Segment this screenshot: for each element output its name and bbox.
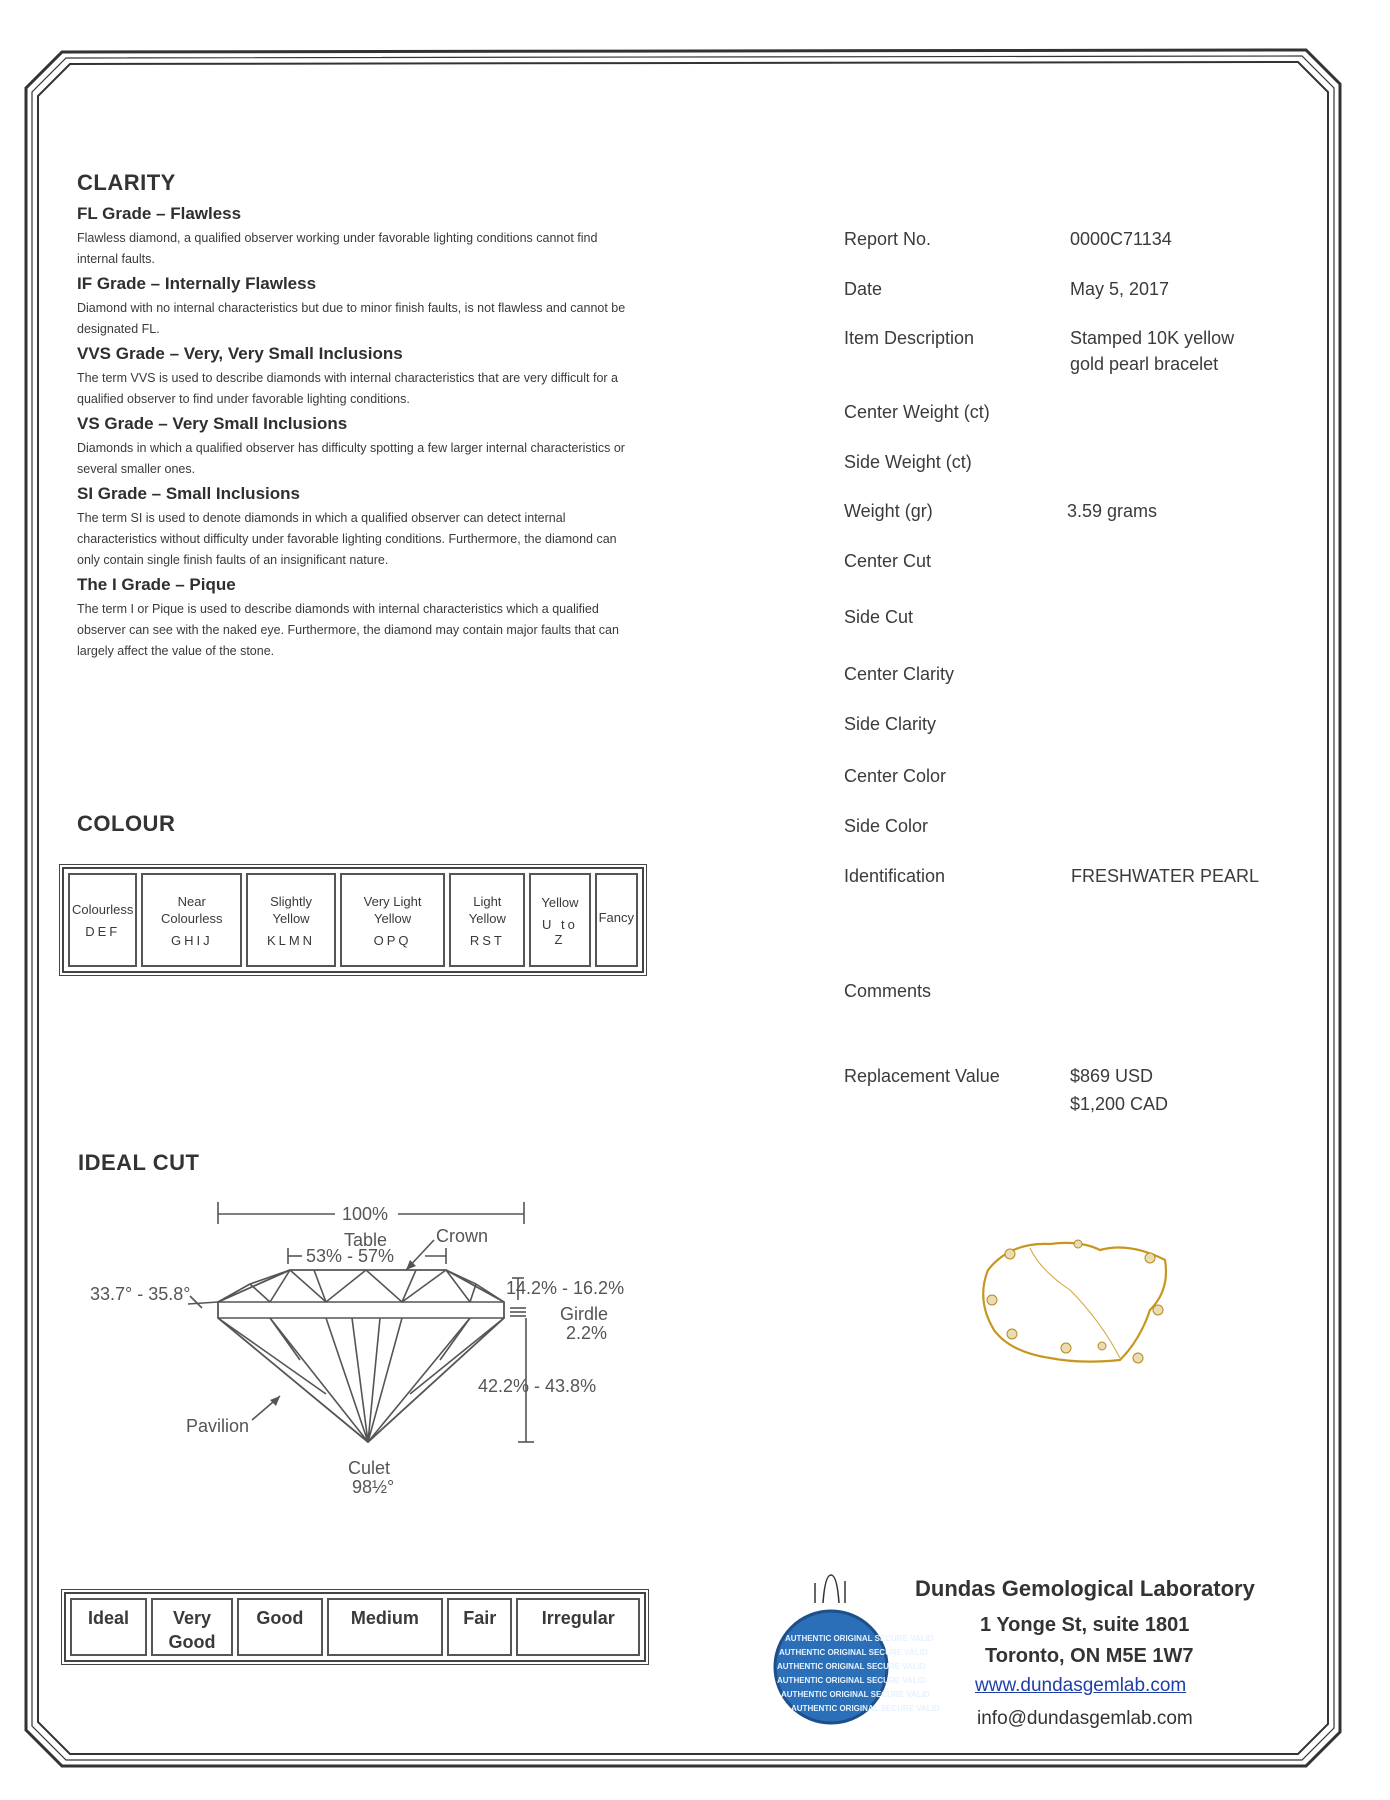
cut-grade-cell: Fair	[447, 1598, 512, 1656]
clarity-grade-vs	[77, 414, 637, 480]
colour-cell-name: Yellow	[541, 894, 579, 910]
cut-grade-cell: Very Good	[151, 1598, 233, 1656]
field-value-replacement-cad: $1,200 CAD	[1070, 1094, 1169, 1114]
colour-cell	[68, 873, 137, 967]
field-label-side-weight: Side Weight (ct)	[844, 452, 972, 472]
cut-grade-cell: Ideal	[70, 1598, 147, 1656]
pavilion-arrow-icon	[270, 1396, 280, 1406]
clarity-grade-si	[77, 484, 637, 571]
clarity-grade-vvs	[77, 344, 637, 410]
grade-title: The I Grade – Pique	[77, 575, 236, 594]
field-label-comments: Comments	[844, 981, 932, 1001]
colour-scale-table	[62, 867, 644, 973]
cut-grade-cell: Medium	[327, 1598, 443, 1656]
colour-cell-code: DEF	[85, 924, 121, 939]
field-label-center-clarity: Center Clarity	[844, 664, 955, 684]
field-value-identification: FRESHWATER PEARL	[1071, 866, 1260, 886]
grade-text: The term SI is used to denote diamonds in which a qualified observer can detect internal characteristics without difficulty under favorable lighting conditions. Furthermore, the diamond can only contain single finish faults of an insignificant nature.	[77, 511, 617, 567]
ideal-cut-title: IDEAL CUT	[78, 1150, 200, 1175]
lab-name: Dundas Gemological Laboratory	[915, 1576, 1255, 1601]
cut-grade-cell: Irregular	[516, 1598, 640, 1656]
lab-website-link[interactable]: www.dundasgemlab.com	[975, 1675, 1187, 1696]
diamond-proportions-diagram	[80, 1180, 660, 1510]
cut-grade-table	[64, 1592, 646, 1662]
colour-cell	[246, 873, 336, 967]
crown-pct-label: 14.2% - 16.2%	[506, 1278, 625, 1298]
pavilion-pct-label: 42.2% - 43.8%	[478, 1376, 597, 1396]
grade-text: Flawless diamond, a qualified observer working under favorable lighting conditions cannot find internal faults.	[77, 231, 598, 266]
culet-angle-label: 98½°	[352, 1477, 395, 1497]
crown-angle-label: 33.7° - 35.8°	[90, 1284, 191, 1304]
lab-address-line2: Toronto, ON M5E 1W7	[985, 1645, 1194, 1667]
culet-label: Culet	[348, 1458, 391, 1478]
field-value-date: May 5, 2017	[1070, 279, 1170, 299]
colour-cell-code: KLMN	[266, 932, 316, 948]
field-label-side-clarity: Side Clarity	[844, 714, 937, 734]
girdle-label: Girdle	[560, 1304, 609, 1324]
field-label-center-color: Center Color	[844, 766, 947, 786]
grade-text: The term VVS is used to describe diamonds with internal characteristics that are very difficult for a qualified observer to find under favorable lighting conditions.	[77, 371, 618, 406]
colour-cell	[340, 873, 445, 967]
colour-cell	[449, 873, 525, 967]
field-label-side-cut: Side Cut	[844, 607, 914, 627]
colour-cell-name: Slightly Yellow	[270, 893, 312, 926]
colour-cell-code: GHIJ	[170, 932, 213, 948]
lab-email: info@dundasgemlab.com	[977, 1708, 1193, 1729]
grade-title: SI Grade – Small Inclusions	[77, 484, 300, 503]
seal-text-line: AUTHENTIC ORIGINAL SECURE VALID	[785, 1634, 934, 1643]
field-label-identification: Identification	[844, 866, 946, 886]
colour-cell-name: Fancy	[598, 909, 634, 925]
colour-cell-name: Very Light Yellow	[363, 893, 422, 926]
clarity-grade-if	[77, 274, 637, 340]
colour-cell	[141, 873, 242, 967]
seal-text-line: AUTHENTIC ORIGINAL SECURE VALID	[777, 1662, 926, 1671]
grade-title: IF Grade – Internally Flawless	[77, 274, 317, 293]
field-label-replacement-value: Replacement Value	[844, 1066, 1000, 1086]
field-label-side-color: Side Color	[844, 816, 929, 836]
width-label: 100%	[342, 1204, 389, 1224]
grade-title: VVS Grade – Very, Very Small Inclusions	[77, 344, 403, 363]
lab-address-line1: 1 Yonge St, suite 1801	[980, 1614, 1190, 1636]
seal-text-line: AUTHENTIC ORIGINAL SECURE VALID	[779, 1648, 928, 1657]
seal-text-line: AUTHENTIC ORIGINAL SECURE VALID	[791, 1704, 940, 1713]
crown-label: Crown	[436, 1226, 489, 1246]
colour-cell	[595, 873, 638, 967]
colour-cell-name: Colourless	[72, 902, 134, 917]
field-label-item-description: Item Description	[844, 328, 975, 348]
grade-text: The term I or Pique is used to describe diamonds with internal characteristics which a qualified observer can see with the naked eye. Furthermore, the diamond may contain major faults that can largely affect the value of the stone.	[77, 602, 619, 658]
clarity-grade-i	[77, 575, 637, 662]
cut-grade-cell: Good	[237, 1598, 323, 1656]
girdle-pct-label: 2.2%	[566, 1323, 608, 1343]
seal-text-line: AUTHENTIC ORIGINAL SECURE VALID	[777, 1676, 926, 1685]
colour-cell-name: Near Colourless	[161, 893, 223, 926]
grade-text: Diamond with no internal characteristics but due to minor finish faults, is not flawless and cannot be designated FL.	[77, 301, 626, 336]
table-pct-label: 53% - 57%	[306, 1246, 395, 1266]
clarity-grades	[77, 204, 637, 666]
clarity-grade-fl	[77, 204, 637, 270]
table-label: Table	[344, 1230, 388, 1250]
hologram-seal	[765, 1575, 940, 1725]
colour-cell-name: Light Yellow	[468, 893, 506, 926]
field-label-date: Date	[844, 279, 883, 299]
colour-title: COLOUR	[77, 811, 176, 836]
colour-cell-code: U to Z	[542, 916, 578, 947]
field-value-report-no: 0000C71134	[1070, 229, 1172, 249]
field-value-weight: 3.59 grams	[1067, 501, 1158, 521]
pavilion-label: Pavilion	[186, 1416, 250, 1436]
grade-title: FL Grade – Flawless	[77, 204, 242, 223]
colour-cell-code: RST	[469, 932, 505, 948]
field-label-center-weight: Center Weight (ct)	[844, 402, 990, 422]
bracelet-photo	[970, 1230, 1180, 1370]
colour-cell-code: OPQ	[373, 932, 412, 948]
seal-text-line: AUTHENTIC ORIGINAL SECURE VALID	[781, 1690, 930, 1699]
field-value-replacement-usd: $869 USD	[1070, 1066, 1154, 1086]
field-label-center-cut: Center Cut	[844, 551, 932, 571]
grade-title: VS Grade – Very Small Inclusions	[77, 414, 348, 433]
field-label-report-no: Report No.	[844, 229, 932, 249]
clarity-title: CLARITY	[77, 170, 176, 195]
grade-text: Diamonds in which a qualified observer has difficulty spotting a few larger internal characteristics or several smaller ones.	[77, 441, 625, 476]
colour-cell	[529, 873, 590, 967]
field-label-weight: Weight (gr)	[844, 501, 933, 521]
field-value-item-description: Stamped 10K yellow gold pearl bracelet	[1070, 328, 1235, 374]
